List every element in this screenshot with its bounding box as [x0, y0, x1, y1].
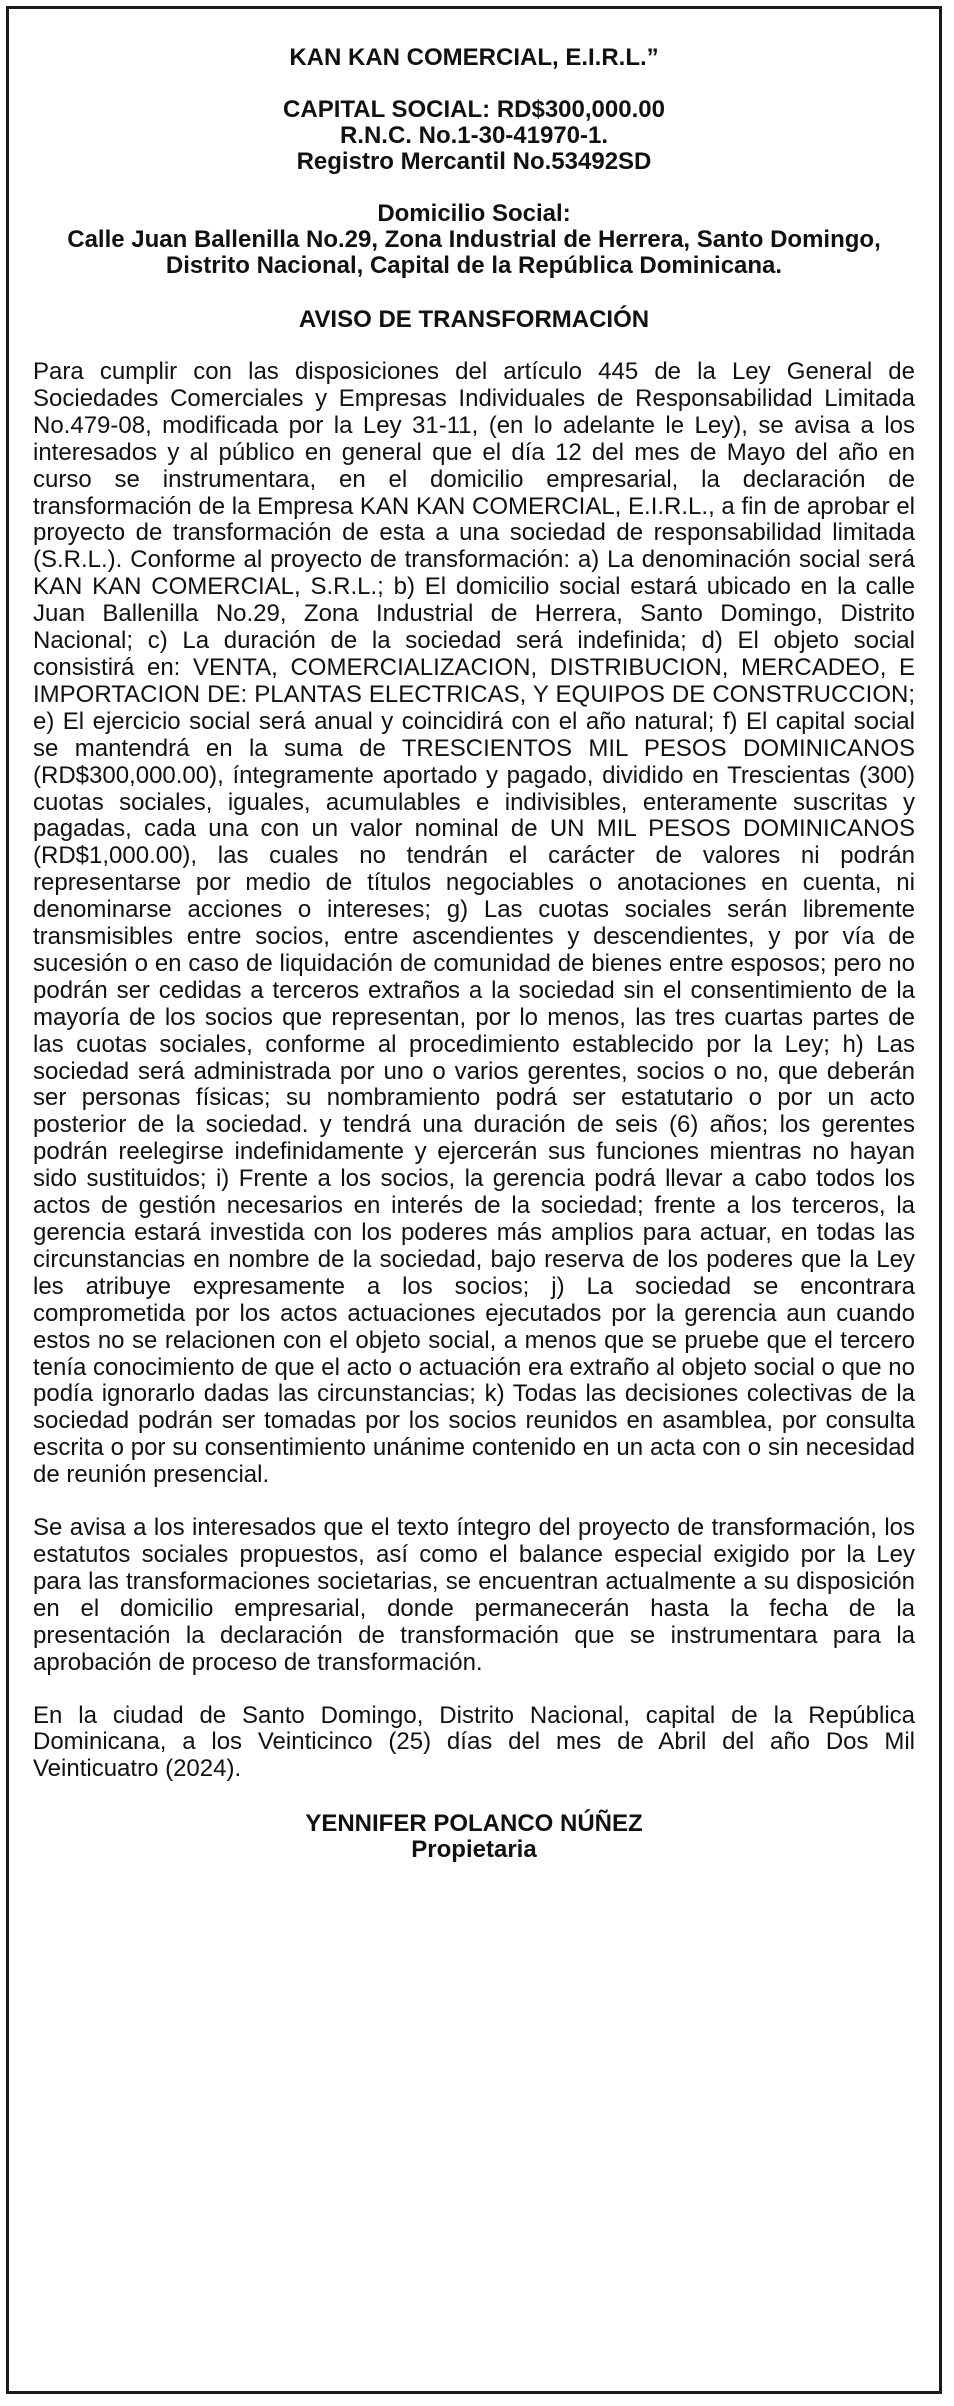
- signatory-name: YENNIFER POLANCO NÚÑEZ: [305, 1810, 643, 1838]
- signatory-role: Propietaria: [411, 1836, 537, 1864]
- body-paragraph-1: Para cumplir con las disposiciones del artículo 445 de la Ley General de Sociedades Comerciales y Empresas Individuales de Responsabilidad Limitada No.479-08, modificada por la Ley 31-11, (en lo adelante le Ley), se avisa a los interesados y al público en general que el día 12 del mes de Mayo del año en curso se instrumentara, en el domicilio empresarial, la declaración de transformación de la Empresa KAN KAN COMERCIAL, E.I.R.L., a fin de aprobar el proyecto de transformación de esta a una sociedad de responsabilidad limitada (S.R.L.). Conforme al proyecto de transformación: a) La denominación social será KAN KAN COMERCIAL, S.R.L.; b) El domicilio social estará ubicado en la calle Juan Ballenilla No.29, Zona Industrial de Herrera, Santo Domingo, Distrito Nacional; c) La duración de la sociedad será indefinida; d) El objeto social consistirá en: VENTA, COMERCIALIZACION, DISTRIBUCION, MERCADEO, E IMPORTACION DE: PLANTAS ELECTRICAS, Y EQUIPOS DE CONSTRUCCION; e) El ejercicio social será anual y coincidirá con el año natural; f) El capital social se mantendrá en la suma de TRESCIENTOS MIL PESOS DOMINICANOS (RD$300,000.00), íntegramente aportado y pagado, dividido en Trescientas (300) cuotas sociales, iguales, acumulables e indivisibles, enteramente suscritas y pagadas, cada una con un valor nominal de UN MIL PESOS DOMINICANOS (RD$1,000.00), las cuales no tendrán el carácter de valores ni podrán representarse por medio de títulos negociables o anotaciones en cuenta, ni denominarse acciones o intereses; g) Las cuotas sociales serán libremente transmisibles entre socios, entre ascendientes y descendientes, y por vía de sucesión o en caso de liquidación de comunidad de bienes entre esposos; pero no podrán ser cedidas a terceros extraños a la sociedad sin el consentimiento de la mayoría de los socios que representan, por lo menos, las tres cuartas partes de las cuotas sociales, conforme al procedimiento establecido por la Ley; h) Las sociedad será administrada por uno o varios gerentes, socios o no, que deberán ser personas físicas; su nombramiento podrá ser estatutario o por un acto posterior de la sociedad. y tendrá una duración de seis (6) años; los gerentes podrán reelegirse indefinidamente y ejercerán sus funciones mientras no hayan sido sustituidos; i) Frente a los socios, la gerencia podrá llevar a cabo todos los actos de gestión necesarios en interés de la sociedad; frente a los terceros, la gerencia estará investida con los poderes más amplios para actuar, en todas las circunstancias en nombre de la sociedad, bajo reserva de los poderes que la Ley les atribuye expresamente a los socios; j) La sociedad se encontrara comprometida por los actos actuaciones ejecutados por la gerencia aun cuando estos no se relacionen con el objeto social, a menos que se pruebe que el tercero tenía conocimiento de que el acto o actuación era extraño al objeto social o que no podía ignorarlo dadas las circunstancias; k) Todas las decisiones colectivas de la sociedad podrán ser tomadas por los socios reunidos en asamblea, por consulta escrita o por su consentimiento unánime contenido en un acta con o sin necesidad de reunión presencial.: [33, 358, 915, 1489]
- signature-block: [33, 1811, 915, 1863]
- notice-title: AVISO DE TRANSFORMACIÓN: [298, 306, 650, 333]
- body-paragraph-3: En la ciudad de Santo Domingo, Distrito Nacional, capital de la República Dominicana, a los Veinticinco (25) días del mes de Abril del año Dos Mil Veinticuatro (2024).: [33, 1701, 915, 1783]
- domicilio-address: Calle Juan Ballenilla No.29, Zona Industrial de Herrera, Santo Domingo, Distrito Nacional, Capital de la República Dominicana.: [67, 226, 881, 279]
- notice-content: [9, 9, 939, 1863]
- rnc-number: R.N.C. No.1-30-41970-1.: [339, 122, 609, 149]
- notice-header: [33, 45, 915, 333]
- company-name: KAN KAN COMERCIAL, E.I.R.L.”: [289, 44, 659, 71]
- domicilio-label: Domicilio Social:: [377, 200, 571, 227]
- capital-social: CAPITAL SOCIAL: RD$300,000.00: [283, 96, 665, 123]
- body-paragraph-2: Se avisa a los interesados que el texto íntegro del proyecto de transformación, los estatutos sociales propuestos, así como el balance especial exigido por la Ley para las transformaciones societarias, se encuentran actualmente a su disposición en el domicilio empresarial, donde permanecerán hasta la fecha de la presentación la declaración de transformación que se instrumentara para la aprobación de proceso de transformación.: [33, 1514, 915, 1676]
- registro-mercantil: Registro Mercantil No.53492SD: [296, 148, 652, 175]
- notice-frame: [6, 6, 942, 2394]
